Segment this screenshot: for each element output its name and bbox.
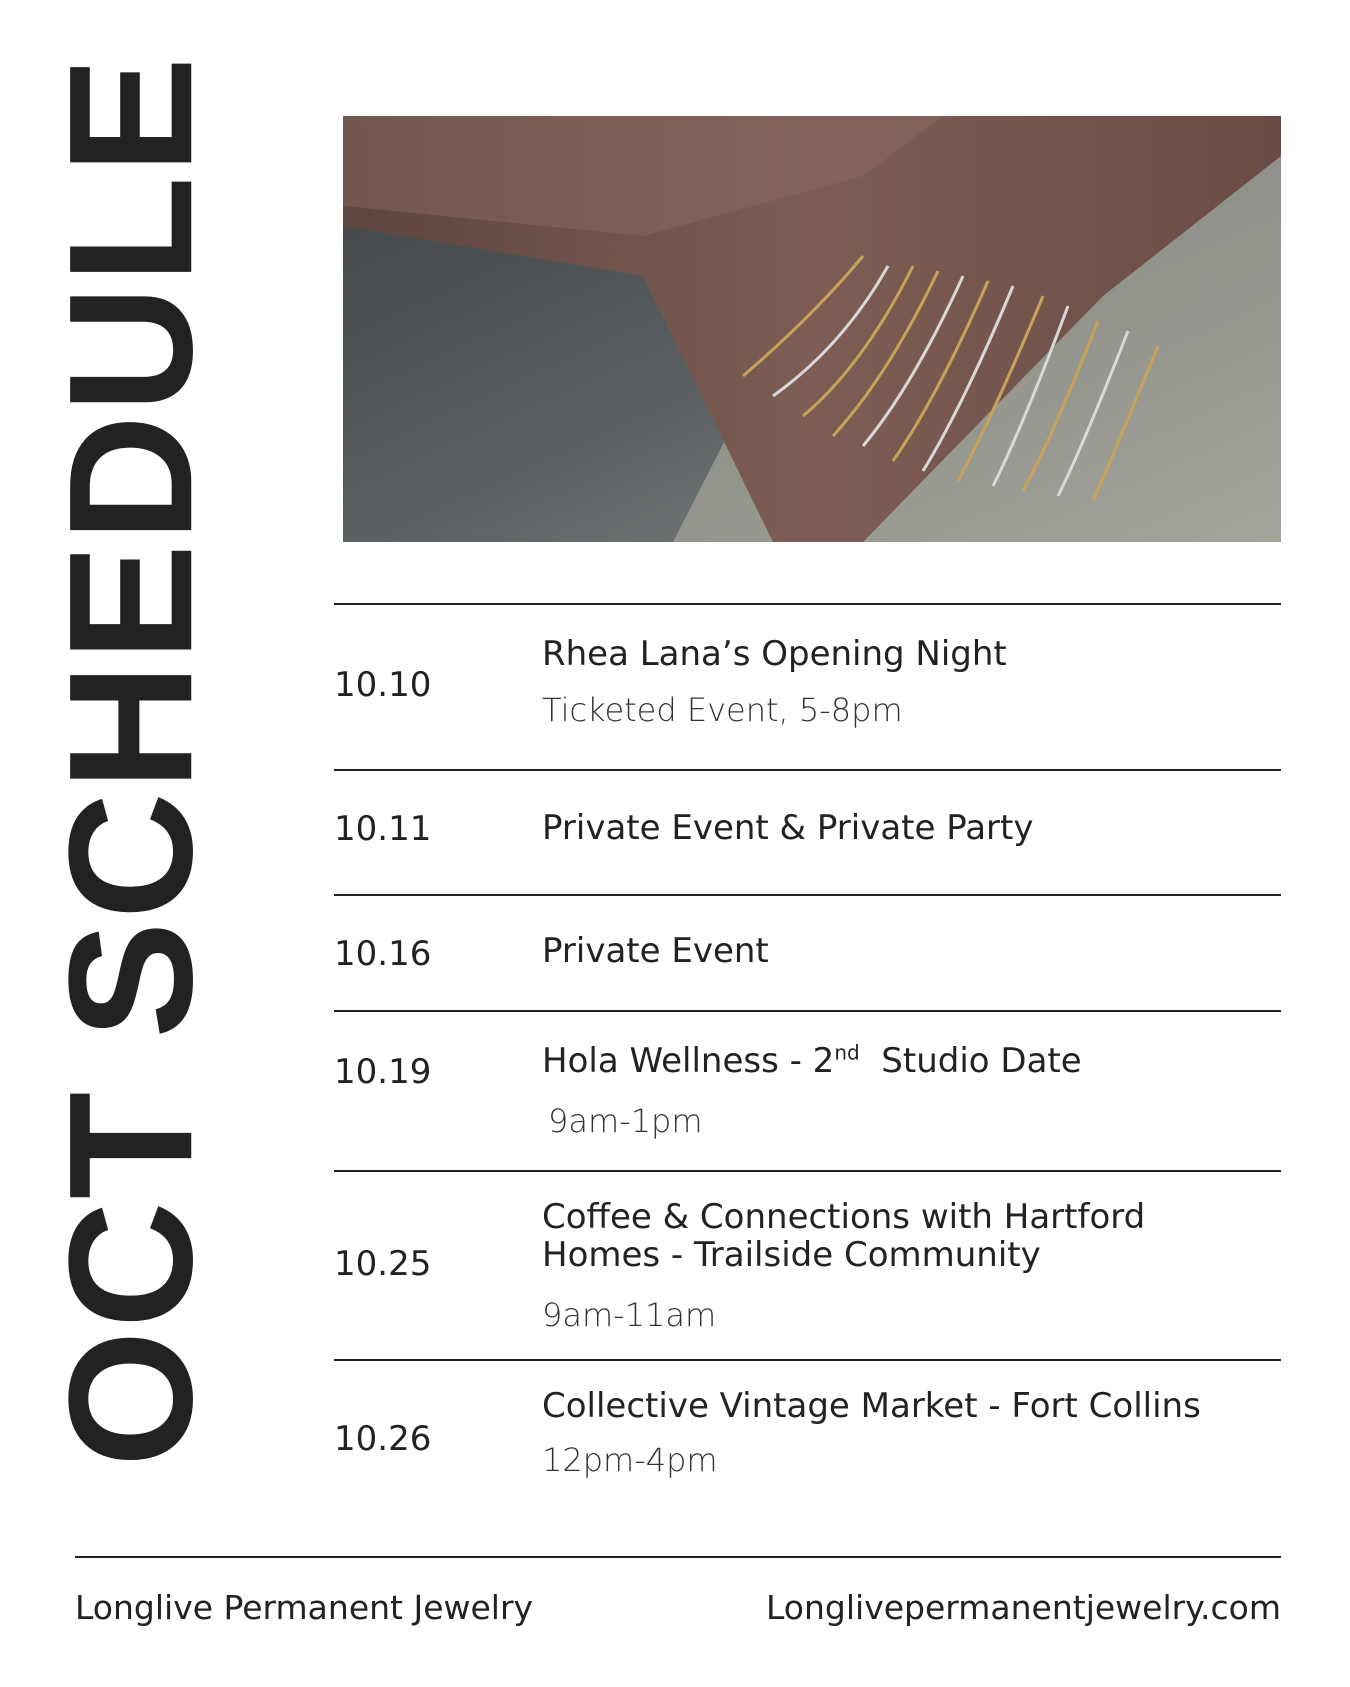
event-title-part: Studio Date — [859, 1041, 1082, 1081]
event-title — [542, 1042, 1082, 1080]
event-title: Coffee & Connections with Hartford Homes - Trailside Community — [542, 1197, 1146, 1275]
schedule-row — [334, 1359, 1281, 1539]
event-title: Private Event & Private Party — [542, 808, 1034, 848]
schedule-row — [334, 1170, 1281, 1359]
schedule-row — [334, 769, 1281, 894]
footer-divider — [75, 1556, 1281, 1558]
event-detail: 9am-11am — [542, 1296, 717, 1334]
vertical-title-container — [33, 54, 229, 1467]
schedule-row — [334, 894, 1281, 1010]
event-date: 10.26 — [334, 1419, 432, 1459]
schedule-row — [334, 603, 1281, 769]
ordinal-suffix: nd — [834, 1040, 860, 1065]
footer-brand: Longlive Permanent Jewelry — [75, 1588, 534, 1627]
event-date: 10.25 — [334, 1244, 432, 1284]
event-detail: 12pm-4pm — [542, 1441, 718, 1479]
event-date: 10.11 — [334, 809, 432, 849]
event-detail: 9am-1pm — [548, 1102, 703, 1140]
bracelets-on-wrist-image — [343, 116, 1281, 542]
schedule-row — [334, 1010, 1281, 1170]
event-title-part: Hola Wellness - 2 — [542, 1041, 835, 1081]
event-title: Private Event — [542, 931, 769, 971]
page-title: OCT SCHEDULE — [33, 54, 229, 1467]
event-date: 10.16 — [334, 934, 432, 974]
event-date: 10.19 — [334, 1052, 432, 1092]
event-title: Rhea Lana’s Opening Night — [542, 634, 1007, 674]
event-detail: Ticketed Event, 5-8pm — [542, 691, 903, 729]
event-title: Collective Vintage Market - Fort Collins — [542, 1386, 1201, 1426]
event-date: 10.10 — [334, 665, 432, 705]
bracelets-photo-drawing — [343, 116, 1281, 542]
footer-website-link[interactable]: Longlivepermanentjewelry.com — [766, 1588, 1281, 1627]
